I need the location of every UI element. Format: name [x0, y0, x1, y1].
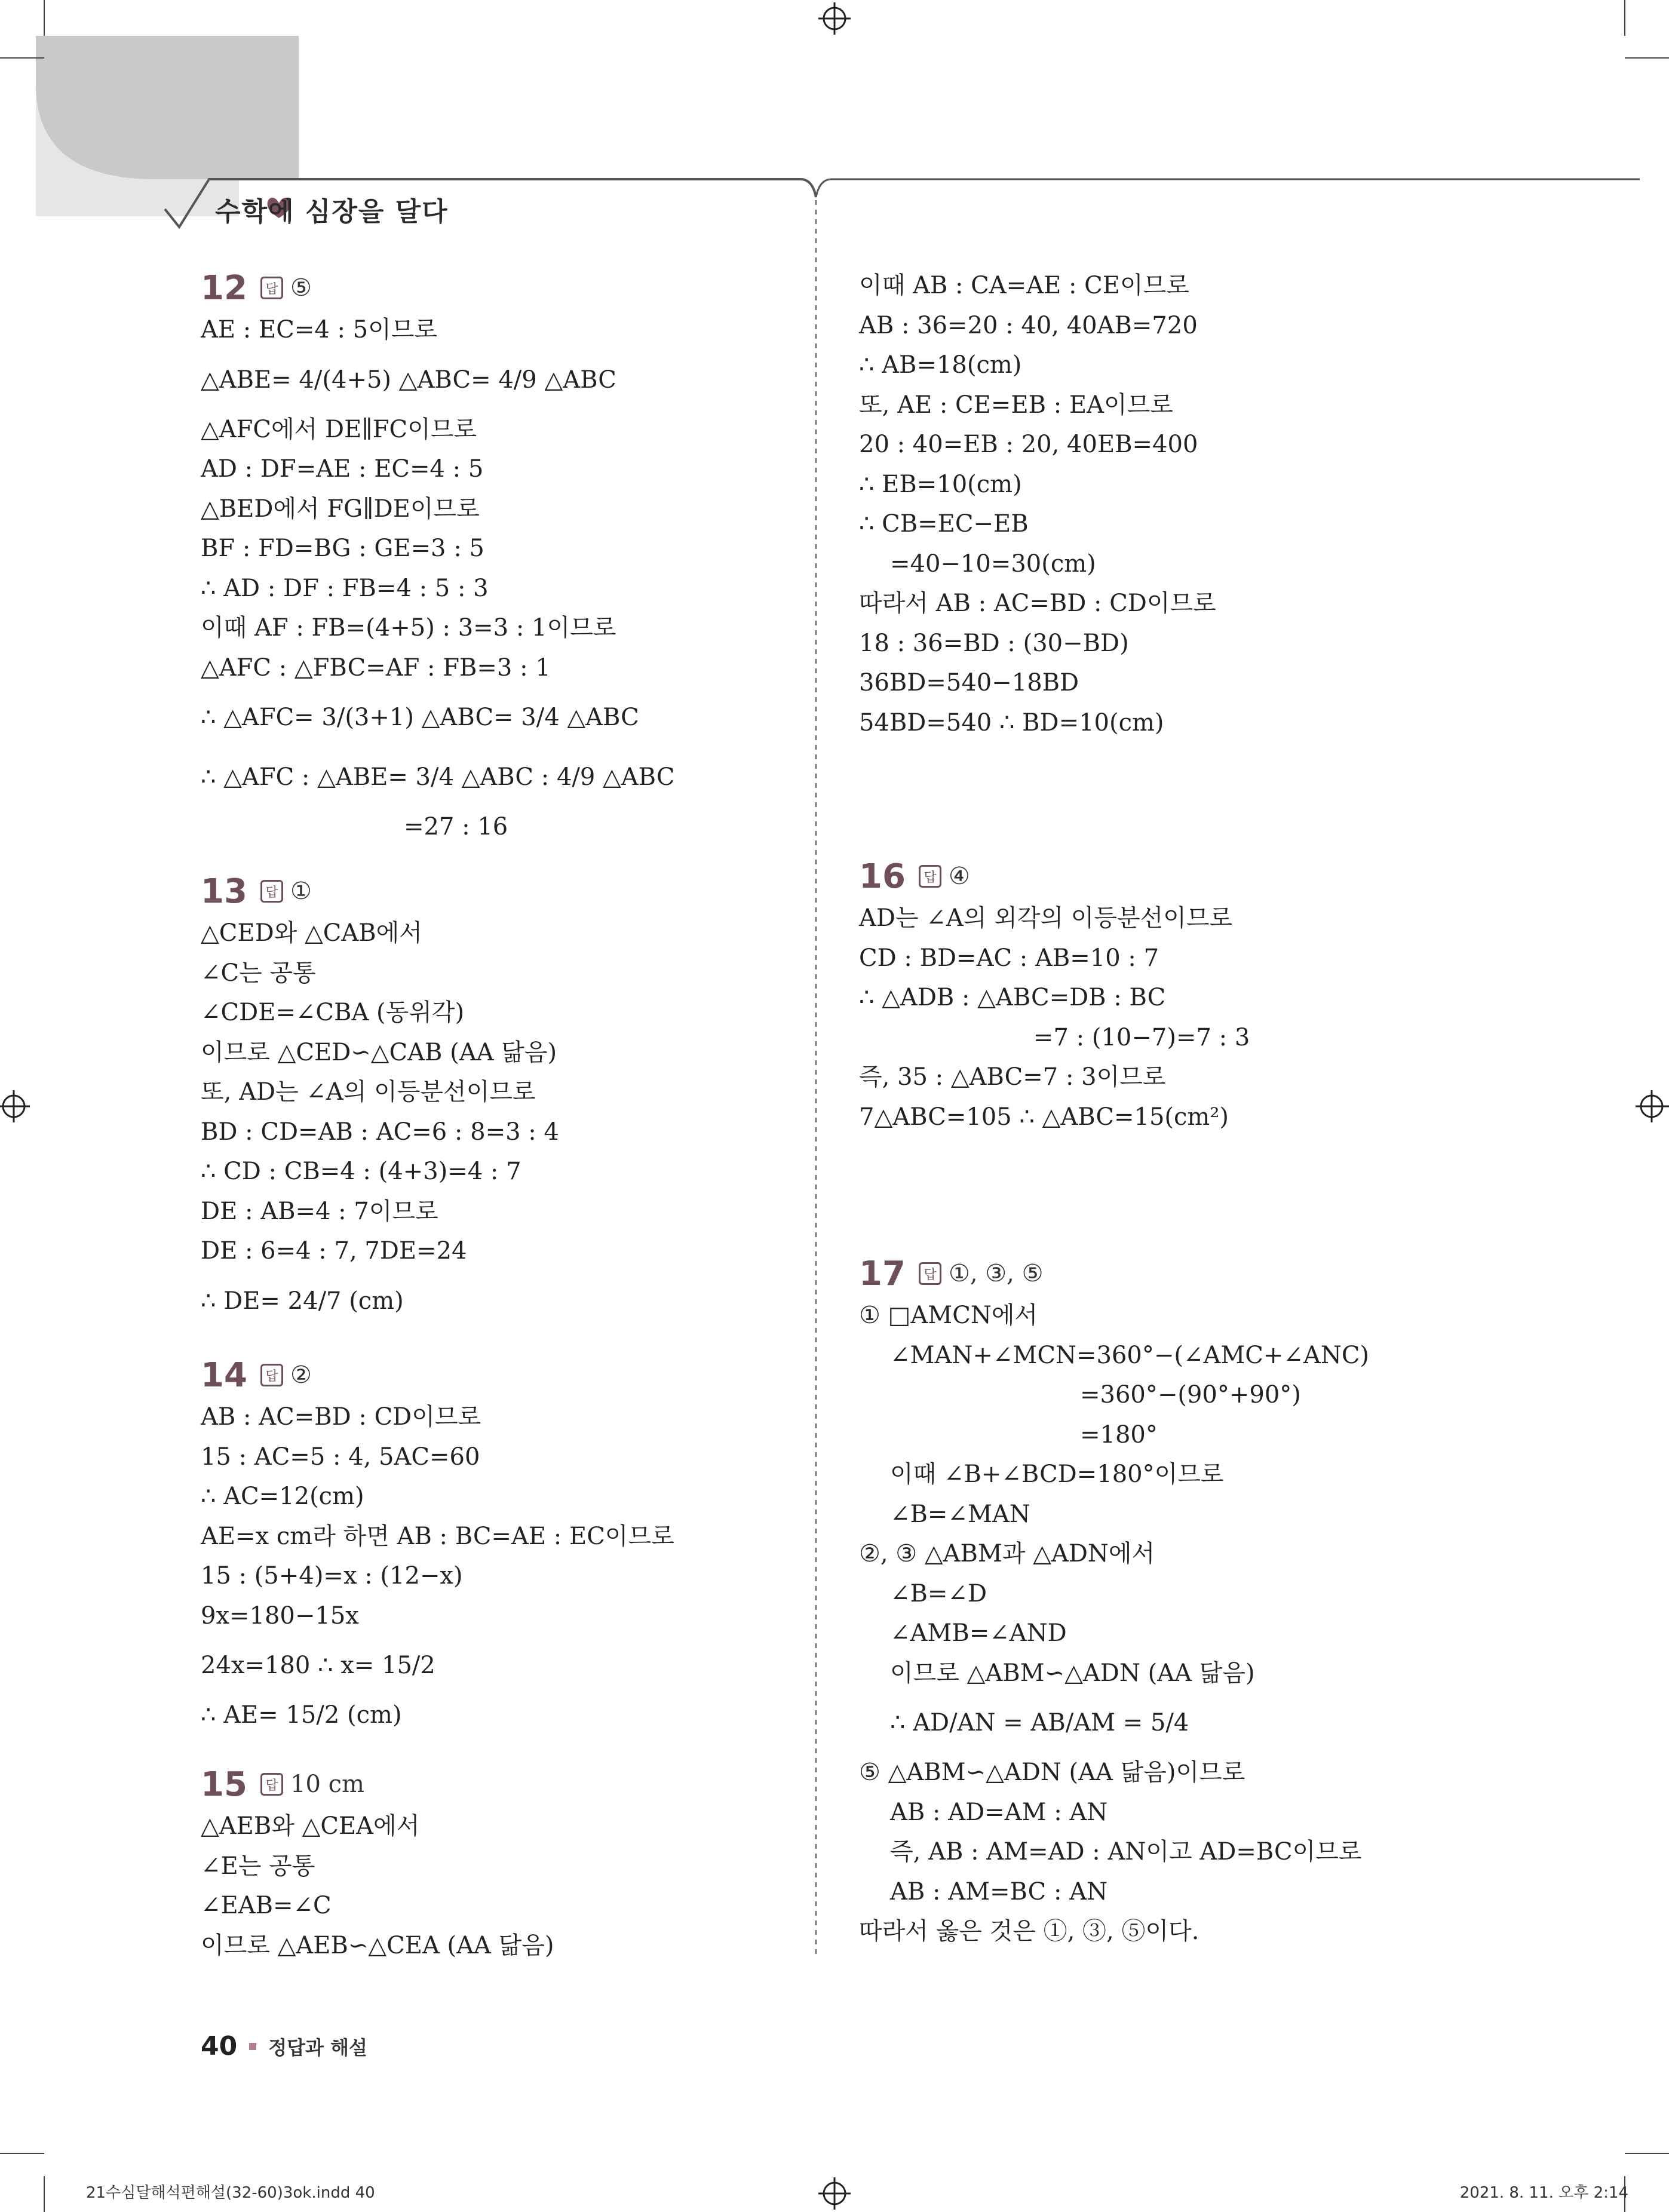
- problem-number: 13: [201, 872, 247, 911]
- solution-line: BF : FD=BG : GE=3 : 5: [201, 535, 484, 562]
- problem-12: [201, 266, 786, 847]
- problem-13: [201, 869, 786, 1331]
- solution-line: ∴ CD : CB=4 : (4+3)=4 : 7: [201, 1158, 521, 1185]
- solution-line: △BED에서 FG∥DE이므로: [201, 495, 480, 523]
- registration-mark-bottom: [818, 2177, 851, 2210]
- solution-line: ∴ △ADB : △ABC=DB : BC: [859, 984, 1166, 1011]
- solution-line: 15 : AC=5 : 4, 5AC=60: [201, 1443, 480, 1471]
- header-leaf-shape: [36, 36, 299, 179]
- registration-mark-top: [818, 2, 851, 35]
- answer-badge-icon: 답: [260, 1364, 283, 1386]
- problem-answer: ①, ③, ⑤: [949, 1260, 1044, 1287]
- solution-line: ∠B=∠MAN: [890, 1500, 1030, 1528]
- slug-date: 2021. 8. 11. 오후 2:14: [1459, 2184, 1628, 2202]
- problem-header: [201, 1353, 786, 1397]
- solution-line: ∠C는 공통: [201, 959, 316, 987]
- solution-line: △AFC에서 DE∥FC이므로: [201, 415, 477, 443]
- solution-line: 54BD=540 ∴ BD=10(cm): [859, 708, 1164, 737]
- solution-line: ②, ③ △ABM과 △ADN에서: [859, 1540, 1155, 1567]
- solution-line: △AEB와 △CEA에서: [201, 1812, 420, 1840]
- problem-15: [201, 1762, 786, 1965]
- solution-line: =27 : 16: [404, 813, 508, 840]
- answer-badge-icon: 답: [919, 865, 941, 888]
- problem-answer: 10 cm: [290, 1771, 364, 1798]
- solution-line: AB : AC=BD : CD이므로: [201, 1403, 481, 1431]
- problem-answer: ④: [949, 863, 970, 890]
- solution-line: 또, AE : CE=EB : EA이므로: [859, 391, 1173, 419]
- solution-line: ∠CDE=∠CBA (동위각): [201, 999, 465, 1026]
- solution-line: DE : AB=4 : 7이므로: [201, 1197, 438, 1225]
- problem-16: [859, 854, 1456, 1137]
- answer-badge-icon: 답: [260, 1773, 283, 1796]
- solution-line: 15 : (5+4)=x : (12−x): [201, 1562, 463, 1590]
- solution-line: ∠AMB=∠AND: [890, 1619, 1067, 1647]
- solution-line: AE=x cm라 하면 AB : BC=AE : EC이므로: [201, 1522, 674, 1550]
- solution-line: △CED와 △CAB에서: [201, 919, 422, 947]
- solution-line: ∴ △AFC : △ABE= 3/4 △ABC : 4/9 △ABC: [201, 763, 675, 791]
- problem-header: [201, 869, 786, 913]
- solution-line: 즉, AB : AM=AD : AN이고 AD=BC이므로: [890, 1838, 1362, 1866]
- solution-body: [201, 1806, 786, 1965]
- solution-line: ∴ AC=12(cm): [201, 1483, 364, 1510]
- solution-line: 따라서 AB : AC=BD : CD이므로: [859, 590, 1216, 617]
- footer-square-icon: [249, 2043, 256, 2050]
- solution-line: ∴ EB=10(cm): [859, 470, 1022, 498]
- solution-line: △AFC : △FBC=AF : FB=3 : 1: [201, 654, 551, 682]
- solution-line: ∴ AE= 15/2 (cm): [201, 1701, 402, 1729]
- problem-number: 16: [859, 857, 906, 896]
- solution-line: ∴ DE= 24/7 (cm): [201, 1287, 404, 1315]
- problem-number: 17: [859, 1254, 906, 1293]
- page-footer: [201, 2031, 367, 2061]
- solution-line: 이때 ∠B+∠BCD=180°이므로: [890, 1461, 1224, 1488]
- solution-body: [201, 913, 786, 1331]
- solution-line: ⑤ △ABM∽△ADN (AA 닮음)이므로: [859, 1759, 1245, 1786]
- footer-title: 정답과 해설: [268, 2036, 367, 2059]
- solution-line: AD : DF=AE : EC=4 : 5: [201, 455, 484, 483]
- solution-line: 즉, 35 : △ABC=7 : 3이므로: [859, 1063, 1166, 1091]
- problem-header: [201, 266, 786, 310]
- problem-number: 12: [201, 268, 247, 308]
- solution-line: ∴ AD : DF : FB=4 : 5 : 3: [201, 574, 489, 602]
- solution-body: [859, 898, 1456, 1137]
- solution-line: 이때 AB : CA=AE : CE이므로: [859, 272, 1189, 299]
- problem-number: 15: [201, 1765, 247, 1804]
- solution-line: ∠EAB=∠C: [201, 1892, 332, 1919]
- answer-badge-icon: 답: [919, 1262, 941, 1285]
- registration-mark-right: [1636, 1090, 1669, 1122]
- solution-line: 18 : 36=BD : (30−BD): [859, 629, 1129, 657]
- solution-line: AD는 ∠A의 외각의 이등분선이므로: [859, 904, 1233, 932]
- problem-answer: ②: [290, 1361, 312, 1389]
- solution-line: 이므로 △ABM∽△ADN (AA 닮음): [890, 1659, 1255, 1687]
- problem-number: 14: [201, 1355, 247, 1395]
- solution-line: DE : 6=4 : 7, 7DE=24: [201, 1237, 467, 1265]
- registration-mark-left: [0, 1090, 30, 1122]
- slug-filename: 21수심달해석편해설(32-60)3ok.indd 40: [86, 2184, 375, 2202]
- solution-body: [201, 310, 786, 847]
- problem-answer: ①: [290, 878, 312, 905]
- solution-line: CD : BD=AC : AB=10 : 7: [859, 944, 1159, 972]
- solution-line: =7 : (10−7)=7 : 3: [1033, 1023, 1250, 1051]
- answer-badge-icon: 답: [260, 880, 283, 903]
- page-number: 40: [201, 2031, 238, 2061]
- solution-line: ∠E는 공통: [201, 1852, 315, 1880]
- solution-line: AB : AD=AM : AN: [890, 1798, 1108, 1826]
- solution-line: ① □AMCN에서: [859, 1302, 1038, 1329]
- solution-line: 24x=180 ∴ x= 15/2: [201, 1652, 435, 1679]
- solution-line: 36BD=540−18BD: [859, 669, 1079, 697]
- problem-answer: ⑤: [290, 274, 312, 302]
- problem-header: [201, 1762, 786, 1806]
- solution-line: 이므로 △CED∽△CAB (AA 닮음): [201, 1038, 557, 1066]
- solution-line: ∴ CB=EC−EB: [859, 510, 1029, 538]
- header-right-line: [816, 179, 1640, 197]
- solution-line: =360°−(90°+90°): [1080, 1381, 1301, 1409]
- answer-badge-icon: 답: [260, 277, 283, 299]
- solution-line: 9x=180−15x: [201, 1602, 359, 1630]
- solution-body: [859, 1296, 1456, 1952]
- problem-14: [201, 1353, 786, 1735]
- solution-line: ∴ △AFC= 3/(3+1) △ABC= 3/4 △ABC: [201, 704, 639, 731]
- solution-line: AE : EC=4 : 5이므로: [201, 316, 438, 343]
- problem-17: [859, 1251, 1456, 1952]
- solution-line: 이때 AF : FB=(4+5) : 3=3 : 1이므로: [201, 614, 616, 642]
- solution-line: 7△ABC=105 ∴ △ABC=15(cm²): [859, 1103, 1229, 1131]
- solution-line: ∴ AD/AN = AB/AM = 5/4: [890, 1709, 1189, 1737]
- problem-header: [859, 854, 1456, 898]
- solution-body: [859, 266, 1456, 743]
- solution-line: =180°: [1080, 1421, 1158, 1449]
- solution-line: AB : AM=BC : AN: [890, 1877, 1108, 1906]
- solution-line: ∴ AB=18(cm): [859, 351, 1022, 379]
- solution-line: 20 : 40=EB : 20, 40EB=400: [859, 431, 1198, 458]
- solution-line: ∠B=∠D: [890, 1579, 987, 1607]
- solution-body: [201, 1397, 786, 1735]
- solution-line: AB : 36=20 : 40, 40AB=720: [859, 311, 1198, 339]
- solution-line: 따라서 옳은 것은 ①, ③, ⑤이다.: [859, 1918, 1199, 1945]
- problem-header: [859, 1251, 1456, 1296]
- solution-line: =40−10=30(cm): [890, 550, 1096, 578]
- solution-line: BD : CD=AB : AC=6 : 8=3 : 4: [201, 1118, 559, 1146]
- brand-title: 수학에 심장을 달다: [215, 197, 449, 227]
- problem-15-continued: [859, 266, 1456, 743]
- solution-line: △ABE= 4/(4+5) △ABC= 4/9 △ABC: [201, 366, 616, 394]
- solution-line: 이므로 △AEB∽△CEA (AA 닮음): [201, 1931, 554, 1959]
- solution-line: 또, AD는 ∠A의 이등분선이므로: [201, 1078, 536, 1106]
- solution-line: ∠MAN+∠MCN=360°−(∠AMC+∠ANC): [890, 1341, 1370, 1369]
